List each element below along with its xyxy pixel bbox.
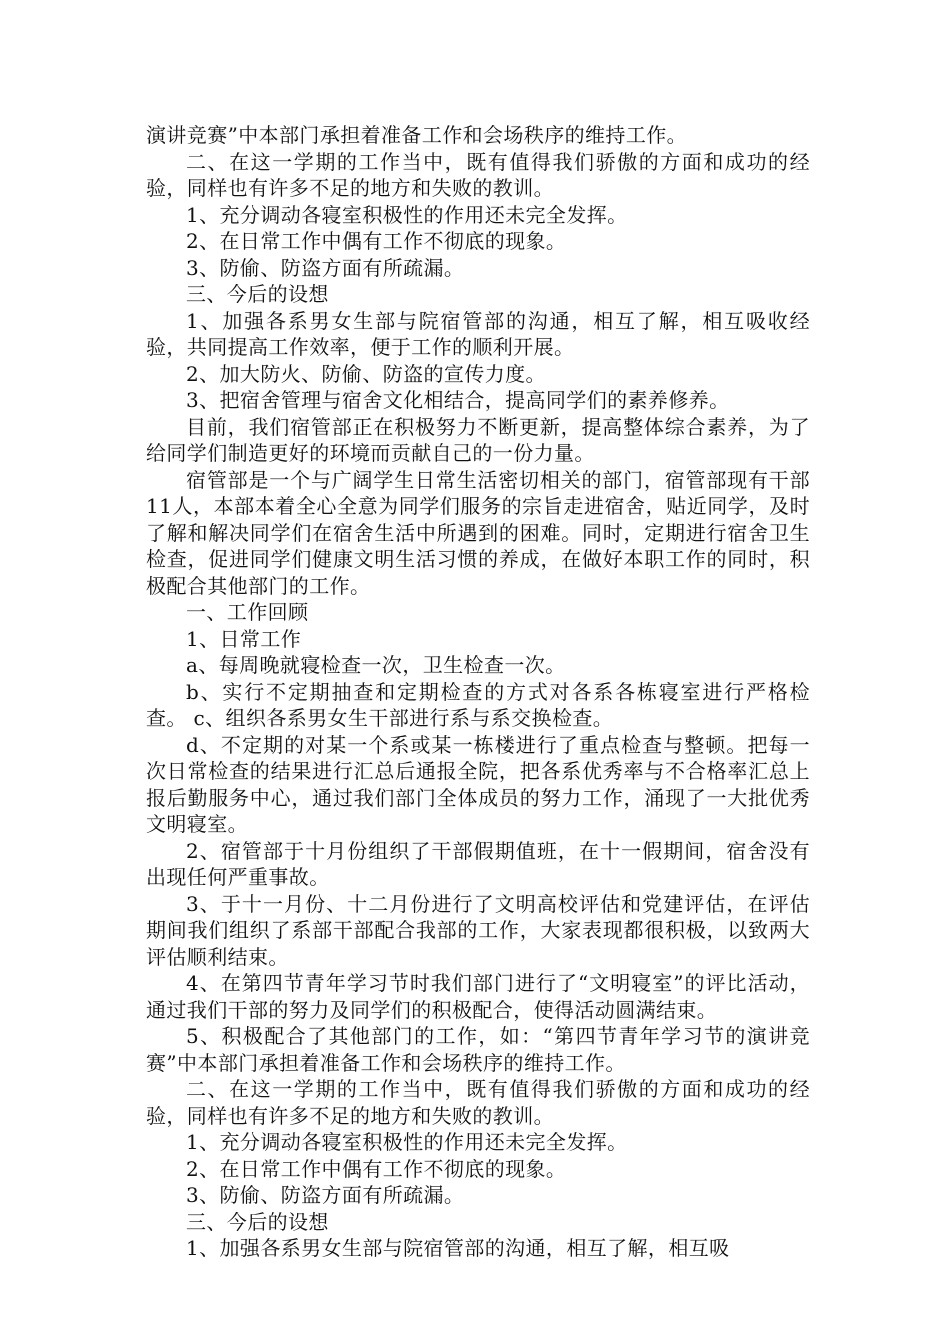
section-heading: 一、工作回顾 [186,600,309,624]
paragraph: 1、加强各系男女生部与院宿管部的沟通，相互了解，相互吸收经验，共同提高工作效率，便于工作的顺利开展。 [146,308,810,359]
paragraph: 3、防偷、防盗方面有所疏漏。 [186,255,465,280]
paragraph: 1、充分调动各寝室积极性的作用还未完全发挥。 [186,202,628,227]
paragraph: 2、在日常工作中偶有工作不彻底的现象。 [186,229,567,253]
paragraph: 3、于十一月份、十二月份进行了文明高校评估和党建评估，在评估期间我们组织了系部干部配合我部的工作，大家表现都很积极，以致两大评估顺利结束。 [146,891,810,969]
paragraph: 1、充分调动各寝室积极性的作用还未完全发挥。 [186,1130,628,1154]
paragraph: 2、宿管部于十月份组织了干部假期值班，在十一假期间，宿舍没有出现任何严重事故。 [146,838,810,889]
paragraph: 二、在这一学期的工作当中，既有值得我们骄傲的方面和成功的经验，同样也有许多不足的地方和失败的教训。 [146,149,810,200]
paragraph: 4、在第四节青年学习节时我们部门进行了“文明寝室”的评比活动，通过我们干部的努力及同学们的积极配合，使得活动圆满结束。 [146,971,810,1022]
paragraph: 目前，我们宿管部正在积极努力不断更新，提高整体综合素养，为了给同学们制造更好的环境而贡献自己的一份力量。 [146,414,810,465]
paragraph: 宿管部是一个与广阔学生日常生活密切相关的部门，宿管部现有干部11人，本部本着全心全意为同学们服务的宗旨走进宿舍，贴近同学，及时了解和解决同学们在宿舍生活中所遇到的困难。同时，定期进行宿舍卫生检查，促进同学们健康文明生活习惯的养成，在做好本职工作的同时，积极配合其他部门的工作。 [146,467,810,598]
paragraph: 5、积极配合了其他部门的工作，如：“第四节青年学习节的演讲竞赛”中本部门承担着准备工作和会场秩序的维持工作。 [146,1024,810,1075]
section-heading: 三、今后的设想 [186,282,329,306]
section-heading: 三、今后的设想 [186,1209,329,1234]
paragraph: 3、把宿舍管理与宿舍文化相结合，提高同学们的素养修养。 [186,388,730,412]
paragraph: 1、加强各系男女生部与院宿管部的沟通，相互了解，相互吸 [186,1236,730,1260]
subsection-heading: 1、日常工作 [186,626,302,651]
paragraph: 演讲竞赛”中本部门承担着准备工作和会场秩序的维持工作。 [146,123,688,147]
paragraph: d、不定期的对某一个系或某一栋楼进行了重点检查与整顿。把每一次日常检查的结果进行汇总后通报全院，把各系优秀率与不合格率汇总上报后勤服务中心，通过我们部门全体成员的努力工作，涌现了一大批优秀文明寝室。 [146,732,810,836]
paragraph: 3、防偷、防盗方面有所疏漏。 [186,1183,465,1207]
paragraph: 二、在这一学期的工作当中，既有值得我们骄傲的方面和成功的经验，同样也有许多不足的地方和失败的教训。 [146,1077,810,1128]
paragraph: 2、加大防火、防偷、防盗的宣传力度。 [186,361,546,386]
paragraph: a、每周晚就寝检查一次，卫生检查一次。 [186,653,566,677]
paragraph: b、实行不定期抽查和定期检查的方式对各系各栋寝室进行严格检查。 c、组织各系男女生干部进行系与系交换检查。 [146,679,810,730]
document-body [146,122,810,1262]
paragraph: 2、在日常工作中偶有工作不彻底的现象。 [186,1156,567,1181]
